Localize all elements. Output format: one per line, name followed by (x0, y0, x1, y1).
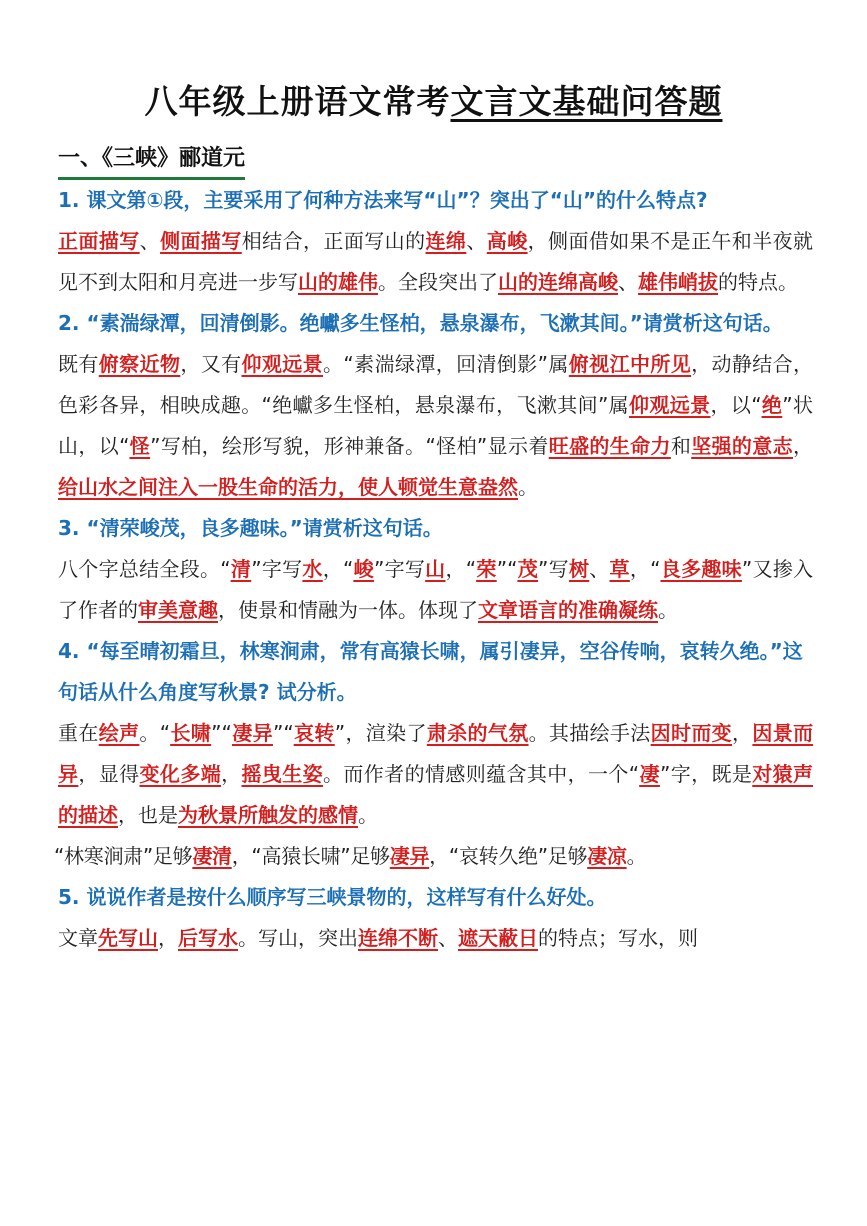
answer-span: 、 (438, 926, 458, 950)
answer-keyword: 长啸 (170, 721, 212, 745)
answer-text (58, 221, 813, 303)
answer-keyword: 山的雄伟 (298, 270, 378, 294)
answer-keyword: 怪 (129, 434, 151, 458)
answer-span: ，动静结合，色彩各异，相映成趣。“绝巘多生怪柏，悬泉瀑布，飞漱其间”属 (58, 352, 814, 417)
title-part2: 文言文基础问答题 (450, 82, 723, 121)
answer-keyword: 仰观远景 (241, 352, 324, 376)
answer-keyword: 凄 (639, 762, 660, 786)
answer-span: 。 (358, 803, 378, 827)
answer-keyword: 草 (609, 557, 630, 581)
answer-keyword: 凄异 (389, 844, 430, 868)
answer-span: 。写山，突出 (238, 926, 358, 950)
answer-text (58, 918, 813, 959)
answer-span: ，“ (322, 557, 354, 581)
answer-keyword: 仰观远景 (629, 393, 711, 417)
question-text: 4. “每至晴初霜旦，林寒涧肃，常有高猿长啸，属引凄异，空谷传响，哀转久绝。”这句话从什么角度写秋景? 试分析。 (58, 639, 803, 704)
section-heading: 一、《三峡》郦道元 (58, 143, 245, 180)
answer-span: ”字写 (251, 557, 303, 581)
answer-keyword: 因时而变 (650, 721, 733, 745)
answer-keyword: 摇曳生姿 (241, 762, 324, 786)
answer-span: ，显得 (78, 762, 140, 786)
answer-span: ”字，既是 (659, 762, 753, 786)
answer-span: ”字写 (373, 557, 426, 581)
answer-keyword: 良多趣味 (660, 557, 742, 581)
answer-text-extra (54, 836, 813, 877)
answer-span: ”“ (496, 557, 518, 581)
answer-keyword: 俯察近物 (98, 352, 181, 376)
answer-span: 的特点。 (718, 270, 798, 294)
answer-span: 文章 (58, 926, 98, 950)
answer-span: ， (732, 721, 753, 745)
answer-span: 既有 (58, 352, 99, 376)
page-title (0, 76, 867, 123)
answer-span: ”“ (272, 721, 294, 745)
answer-keyword: 绝 (761, 393, 783, 417)
answer-keyword: 旺盛的生命力 (548, 434, 671, 458)
answer-text (58, 713, 813, 836)
answer-keyword: 峻 (353, 557, 374, 581)
answer-span: ，又有 (180, 352, 242, 376)
question-text: 1. 课文第①段，主要采用了何种方法来写“山”？突出了“山”的什么特点? (58, 188, 708, 212)
answer-keyword: 树 (568, 557, 590, 581)
answer-span: ，“哀转久绝”足够 (429, 844, 588, 868)
answer-span: 。 (626, 844, 647, 868)
answer-span: ，“高猿长啸”足够 (231, 844, 390, 868)
answer-span: 、 (618, 270, 638, 294)
answer-keyword: 俯视江中所见 (568, 352, 692, 376)
answer-span: ，以“ (710, 393, 762, 417)
answer-keyword: 凄凉 (587, 844, 627, 868)
answer-span: 、 (466, 229, 487, 253)
answer-keyword: 凄清 (192, 844, 232, 868)
answer-span: ， (221, 762, 242, 786)
qa-content (54, 180, 814, 959)
answer-keyword: 凄异 (231, 721, 273, 745)
answer-keyword: 因景而异 (58, 721, 814, 786)
qa-item (58, 508, 813, 631)
answer-keyword: 为秋景所触发的感情 (178, 803, 358, 827)
answer-keyword: 茂 (517, 557, 539, 581)
question-text: 2. “素湍绿潭，回清倒影。绝巘多生怪柏，悬泉瀑布，飞漱其间。”请赏析这句话。 (58, 311, 783, 335)
answer-span: ， (793, 434, 813, 458)
answer-keyword: 对猿声的描述 (58, 762, 814, 827)
answer-keyword: 水 (302, 557, 323, 581)
answer-span: 。全段突出了 (378, 270, 498, 294)
answer-span: ， (158, 926, 178, 950)
answer-span: ”“ (211, 721, 232, 745)
question-text: 3. “清荣峻茂，良多趣味。”请赏析这句话。 (58, 516, 443, 540)
answer-keyword: 高峻 (486, 229, 528, 253)
answer-span: 和 (670, 434, 692, 458)
qa-item (54, 631, 814, 877)
answer-keyword: 给山水之间注入一股生命的活力，使人顿觉生意盎然 (58, 475, 518, 499)
question-text: 5. 说说作者是按什么顺序写三峡景物的，这样写有什么好处。 (58, 885, 607, 909)
title-part1: 八年级上册语文常考 (144, 82, 451, 121)
answer-text (58, 549, 813, 631)
answer-keyword: 连绵 (425, 229, 467, 253)
answer-span: ”又掺入了作者的 (58, 557, 814, 622)
answer-span: 。“素湍绿潭，回清倒影”属 (323, 352, 569, 376)
answer-text (58, 344, 813, 508)
answer-keyword: 清 (230, 557, 252, 581)
answer-span: 重在 (58, 721, 99, 745)
qa-item (58, 303, 813, 508)
answer-span: 。 (658, 598, 678, 622)
answer-keyword: 哀转 (293, 721, 335, 745)
answer-keyword: 正面描写 (58, 229, 140, 253)
answer-keyword: 连绵不断 (358, 926, 438, 950)
answer-span: ，也是 (118, 803, 178, 827)
qa-item (58, 180, 813, 303)
answer-span: ，侧面借如果不是正午和半夜就见不到太阳和月亮进一步写 (58, 229, 814, 294)
answer-span: 、 (139, 229, 161, 253)
answer-span: ”，渲染了 (334, 721, 427, 745)
answer-span: 。 (518, 475, 538, 499)
answer-span: ，“ (629, 557, 661, 581)
answer-span: ，使景和情融为一体。体现了 (218, 598, 478, 622)
answer-span: 、 (589, 557, 610, 581)
answer-span: ”写 (538, 557, 569, 581)
answer-keyword: 肃杀的气氛 (426, 721, 529, 745)
answer-span: 八个字总结全段。“ (58, 557, 231, 581)
answer-span: 相结合，正面写山的 (241, 229, 426, 253)
answer-span: 。而作者的情感则蕴含其中，一个“ (323, 762, 640, 786)
answer-span: 。“ (139, 721, 171, 745)
answer-keyword: 坚强的意志 (691, 434, 793, 458)
answer-keyword: 遮天蔽日 (458, 926, 538, 950)
answer-keyword: 雄伟峭拔 (638, 270, 718, 294)
answer-keyword: 山的连绵高峻 (498, 270, 618, 294)
answer-keyword: 侧面描写 (160, 229, 242, 253)
answer-keyword: 文章语言的准确凝练 (478, 598, 658, 622)
answer-keyword: 绘声 (98, 721, 140, 745)
answer-keyword: 荣 (476, 557, 497, 581)
answer-keyword: 审美意趣 (138, 598, 218, 622)
answer-span: “林寒涧肃”足够 (54, 844, 193, 868)
answer-span: ”状山，以“ (58, 393, 813, 458)
answer-keyword: 变化多端 (139, 762, 222, 786)
answer-span: ，“ (445, 557, 477, 581)
answer-span: 。其描绘手法 (528, 721, 651, 745)
answer-keyword: 山 (425, 557, 446, 581)
answer-keyword: 先写山 (98, 926, 158, 950)
qa-item (58, 877, 813, 959)
answer-keyword: 后写水 (178, 926, 238, 950)
answer-span: ”写柏，绘形写貌，形神兼备。“怪柏”显示着 (150, 434, 549, 458)
answer-span: 的特点；写水，则 (538, 926, 698, 950)
